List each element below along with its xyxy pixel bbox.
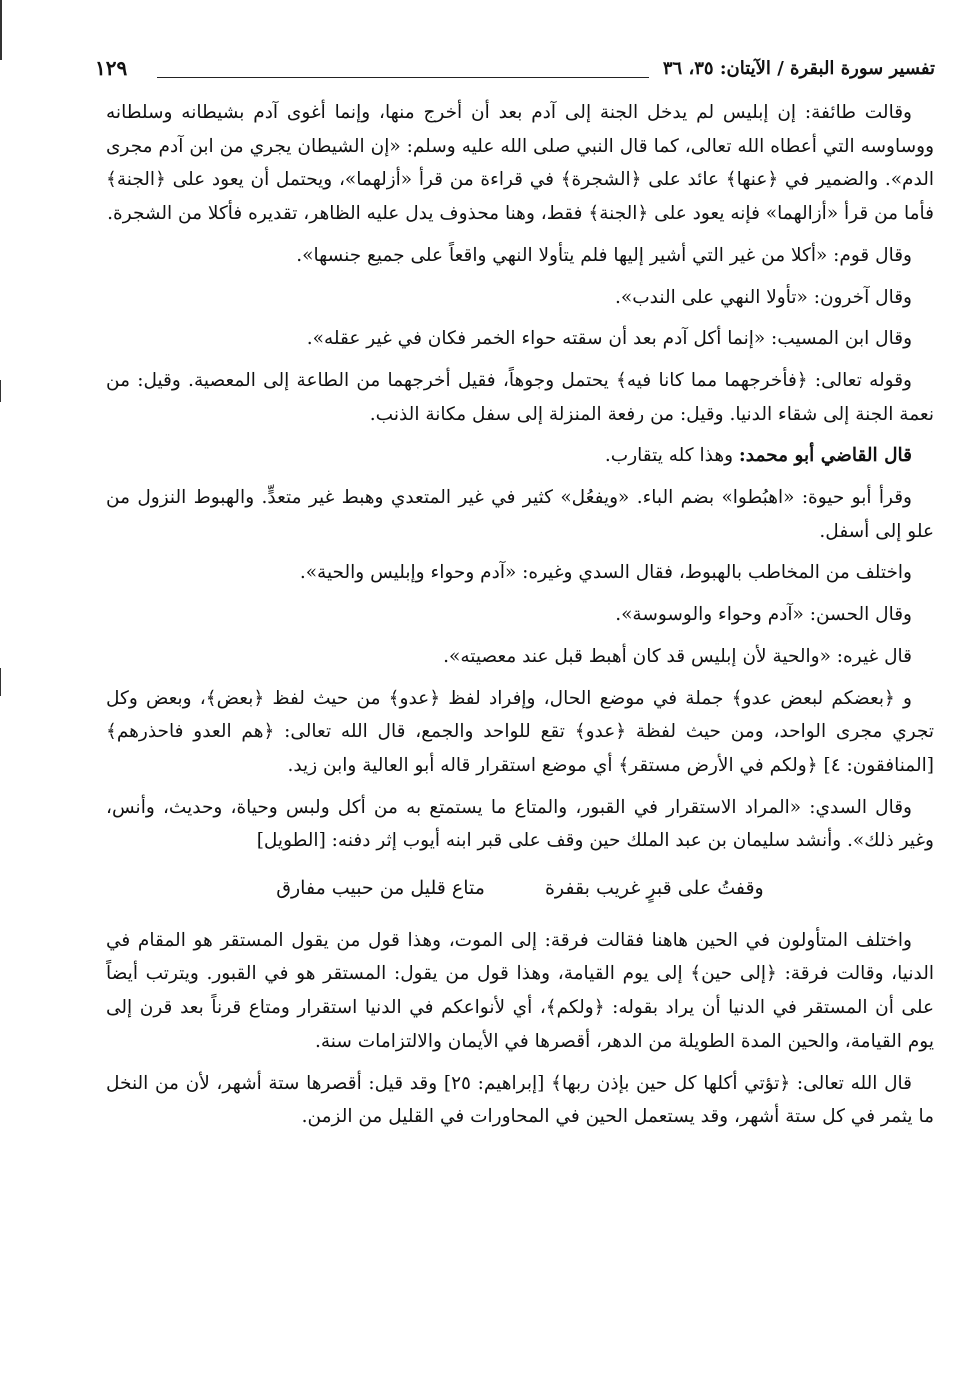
qadi-paragraph <box>106 439 934 473</box>
scan-edge-mark <box>0 668 1 696</box>
paragraph: وقال قوم: «أكلا من غير التي أشير إليها فلم يتأولا النهي واقعاً على جميع جنسها». <box>296 244 912 266</box>
page-header <box>95 52 935 92</box>
paragraph: وقالت طائفة: إن إبليس لم يدخل الجنة إلى آدم بعد أن أخرج منها، وإنما أغوى آدم بشيطانه وسلطانه ووساوسه التي أعطاه الله تعالى، كما قال النبي صلى الله عليه وسلم: «إن الشيطان يجري من ابن آدم مجرى الدم». والضمير في ﴿عنها﴾ عائد على ﴿الشجرة﴾ في قراءة من قرأ «أزلهما»، ويحتمل أن يعود على ﴿الجنة﴾ فأما من قرأ «أزالهما» فإنه يعود على ﴿الجنة﴾ فقط، وهنا محذوف يدل عليه الظاهر، تقديره فأكلا من الشجرة. <box>106 102 934 225</box>
verse-hemistich-2: متاع قليل من حبيب مفارق <box>276 877 485 900</box>
paragraph: وقرأ أبو حيوة: «اهبُطوا» بضم الباء. «ويفعُل» كثير في غير المتعدي وهبط غير متعدٍّ. والهبوط النزول من علو إلى أسفل. <box>106 487 934 542</box>
qadi-text: وهذا كله يتقارب. <box>604 445 739 467</box>
paragraph: قال غيره: «والحية لأن إبليس قد كان أهبط قبل عند معصيته». <box>443 645 912 667</box>
scan-edge-mark <box>0 0 2 60</box>
poetry-verse <box>106 872 934 906</box>
page-body <box>106 96 934 1142</box>
paragraph: و ﴿بعضكم لبعض عدو﴾ جملة في موضع الحال، وإفراد لفظ ﴿عدو﴾ من حيث لفظ ﴿بعض﴾، وبعض وكل تجري مجرى الواحد، ومن حيث لفظة ﴿عدو﴾ تقع للواحد والجمع، قال الله تعالى: ﴿هم العدو فاحذرهم﴾ [المنافقون: ٤] ﴿ولكم في الأرض مستقر﴾ أي موضع استقرار قاله أبو العالية وابن زيد. <box>106 687 934 776</box>
paragraph: وقال آخرون: «تأولا النهي على الندب». <box>615 286 912 308</box>
qadi-speaker: قال القاضي أبو محمد: <box>738 445 912 467</box>
page-number: ١٢٩ <box>95 56 128 80</box>
paragraph: واختلف المتأولون في الحين هاهنا فقالت فرقة: إلى الموت، وهذا قول من يقول المستقر هو المقام في الدنيا، وقالت فرقة: ﴿إلى حين﴾ إلى يوم القيامة، وهذا قول من يقول: المستقر هو في القبور. ويترتب أيضاً على أن المستقر في الدنيا أن يراد بقوله: ﴿ولكم﴾، أي لأنواعكم في الدنيا استقرار ومتاع قرناً بعد قرن إلى يوم القيامة، والحين المدة الطويلة من الدهر، أقصرها في الأيمان والالتزامات سنة. <box>106 929 934 1052</box>
scan-edge-mark <box>0 380 1 402</box>
paragraph: قال الله تعالى: ﴿تؤتي أكلها كل حين بإذن ربها﴾ [إبراهيم: ٢٥] وقد قيل: أقصرها ستة أشهر، لأن من النخل ما يثمر في كل ستة أشهر، وقد يستعمل الحين في المحاورات في القليل من الزمن. <box>106 1072 934 1128</box>
running-title: تفسير سورة البقرة / الآيتان: ٣٥، ٣٦ <box>662 58 935 79</box>
paragraph: وقال الحسن: «آدم وحواء والوسوسة». <box>615 604 912 626</box>
verse-hemistich-1: وقفتُ على قبرٍ غريب بقفرة <box>544 877 764 900</box>
paragraph: واختلف من المخاطب بالهبوط، فقال السدي وغيره: «آدم وحواء وإبليس والحية». <box>299 562 912 584</box>
header-rule <box>157 77 649 78</box>
paragraph: وقال ابن المسيب: «إنما أكل آدم بعد أن سقته حواء الخمر فكان في غير عقله». <box>306 328 912 350</box>
paragraph: وقوله تعالى: ﴿فأخرجهما مما كانا فيه﴾ يحتمل وجوهاً، فقيل أخرجهما من الطاعة إلى المعصية. وقيل: من نعمة الجنة إلى شقاء الدنيا. وقيل: من رفعة المنزلة إلى سفل مكانة الذنب. <box>106 369 934 425</box>
paragraph: وقال السدي: «المراد الاستقرار في القبور، والمتاع ما يستمتع به من أكل ولبس وحياة، وحديث، وأنس، وغير ذلك». وأنشد سليمان بن عبد الملك حين وقف على قبر ابنه أيوب إثر دفنه: [الطويل] <box>106 796 934 852</box>
